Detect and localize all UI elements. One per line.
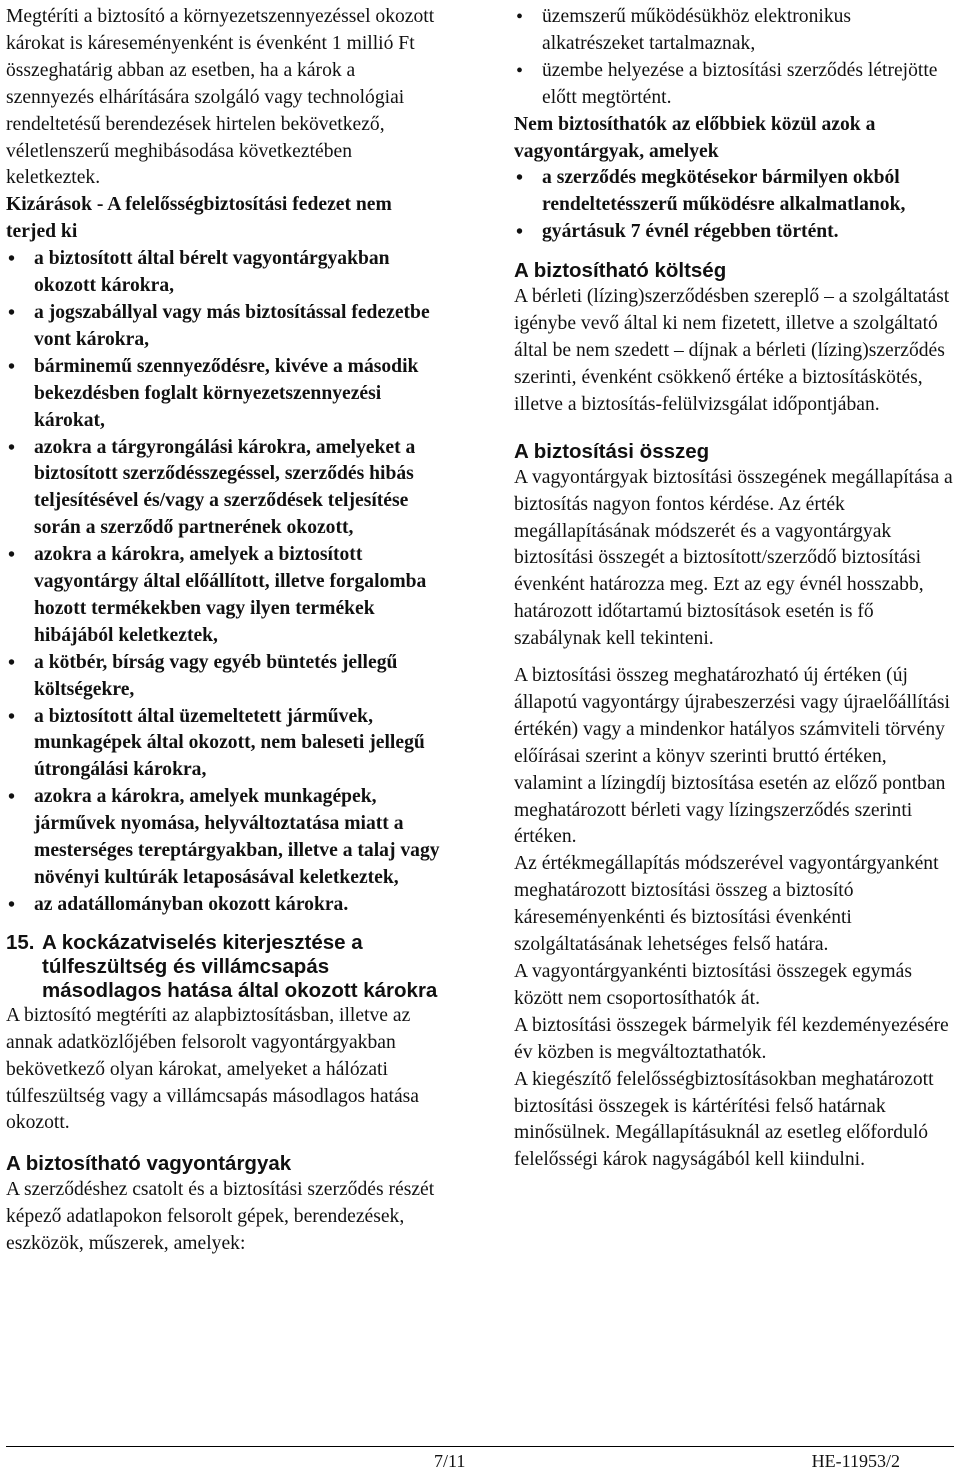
exclusions-heading: Kizárások - A felelősségbiztosítási fedezet nem terjed ki [6, 194, 392, 243]
sum-paragraph: Az értékmegállapítás módszerével vagyontárgyanként meghatározott biztosítási összeg a biztosító káreseményenkénti és biztosítási évenkénti szolgáltatásának lehetséges felső határa. [514, 853, 939, 956]
list-item: • a jogszabállyal vagy más biztosítással fedezetbe vont károkra, [6, 300, 444, 354]
list-item: • azokra a károkra, amelyek munkagépek, járművek nyomása, helyváltoztatása miatt a mesterséges tereptárgyakban, illetve a talaj vagy növényi kultúrák letaposásával keletkeztek, [6, 784, 444, 892]
list-item: • azokra a tárgyrongálási károkra, amelyeket a biztosított szerződésszegéssel, szerződés hibás teljesítésével és/vagy a szerződések teljesítése során a szerződő partnerének okozott, [6, 435, 444, 543]
section-15-heading [6, 931, 444, 1003]
sum-insured-heading: A biztosítási összeg [514, 439, 710, 463]
left-column [6, 4, 444, 1258]
list-item: • üzembe helyezése a biztosítási szerződés létrejötte előtt megtörtént. [514, 58, 954, 112]
list-item: • üzemszerű működésükhöz elektronikus alkatrészeket tartalmaznak, [514, 4, 954, 58]
not-insurable-list [514, 165, 954, 246]
insurable-assets-heading: A biztosítható vagyontárgyak [6, 1152, 292, 1176]
exclusions-list [6, 246, 444, 919]
document-id: HE-11953/2 [811, 1451, 900, 1471]
list-item: • azokra a károkra, amelyek a biztosított vagyontárgy által előállított, illetve forgalomba hozott termékekben vagy ilyen termékek hibájából keletkeztek, [6, 542, 444, 650]
sum-paragraph: A vagyontárgyak biztosítási összegének megállapítása a biztosítás nagyon fontos kérdése. Az érték megállapításának módszerét és a vagyontárgyak biztosítási összegét a biztosított/szerződő biztosítási évenként határozza meg. Ezt az egy évnél hosszabb, határozott időtartamú biztosítások esetén is fő szabálynak kell tekinteni. [514, 466, 953, 650]
list-item: • a biztosított által bérelt vagyontárgyakban okozott károkra, [6, 246, 444, 300]
page-number: 7/11 [434, 1451, 466, 1471]
liability-intro-paragraph: Megtéríti a biztosító a környezetszennyezéssel okozott károkat is káreseményenként is évenként 1 millió Ft összeghatárig abban az esetben, ha a károk a szennyezés elhárítására szolgáló vagy technológiai rendeltetésű berendezések hirtelen bekövetkező, véletlenszerű meghibásodása következtében keletkeztek. [6, 6, 435, 189]
insurable-assets-body: A szerződéshez csatolt és a biztosítási szerződés részét képező adatlapokon felsorolt gépek, berendezések, eszközök, műszerek, amelyek: [6, 1179, 435, 1255]
list-item: • a szerződés megkötésekor bármilyen okból rendeltetésszerű működésre alkalmatlanok, [514, 165, 954, 219]
right-column [514, 4, 954, 1174]
section-15-body: A biztosító megtéríti az alapbiztosításban, illetve az annak adatközlőjében felsorolt vagyontárgyakban bekövetkező olyan károkat, amelyeket a hálózati túlfeszültség vagy a villámcsapás másodlagos hatása okozott. [6, 1004, 419, 1134]
insurable-cost-body: A bérleti (lízing)szerződésben szereplő – a szolgáltatást igénybe vevő által ki nem fizetett, illetve a szolgáltató által be nem szedett – díjnak a bérleti (lízing)szerződés szerinti, évenként csökkenő értéke a biztosításkötés, illetve a biztosítás-felülvizsgálat időpontjában. [514, 286, 950, 415]
insurable-cost-heading: A biztosítható költség [514, 259, 727, 283]
list-item: • bárminemű szennyeződésre, kivéve a második bekezdésben foglalt környezetszennyezési károkat, [6, 354, 444, 435]
not-insurable-heading: Nem biztosíthatók az előbbiek közül azok a vagyontárgyak, amelyek [514, 113, 876, 162]
insurable-items-list [514, 4, 954, 112]
list-item: • a biztosított által üzemeltetett járművek, munkagépek által okozott, nem baleseti jellegű útrongálási károkra, [6, 704, 444, 785]
section-number: 15. [6, 930, 35, 954]
footer-divider [6, 1446, 954, 1447]
sum-paragraph: A kiegészítő felelősségbiztosításokban meghatározott biztosítási összegek is kártérítési felső határnak minősülnek. Megállapításuknál az esetleg előforduló felelősségi károk nagyságából kell kiindulni. [514, 1068, 934, 1171]
list-item: • a kötbér, bírság vagy egyéb büntetés jellegű költségekre, [6, 650, 444, 704]
section-title: A kockázatviselés kiterjesztése a túlfeszültség és villámcsapás másodlagos hatása által okozott károkra [42, 930, 438, 1002]
sum-paragraph: A vagyontárgyankénti biztosítási összegek egymás között nem csoportosíthatók át. [514, 961, 912, 1009]
list-item: • az adatállományban okozott károkra. [6, 892, 444, 919]
sum-paragraph: A biztosítási összeg meghatározható új értéken (új állapotú vagyontárgy újrabeszerzési vagy újraelőállítási értékén) vagy a mindenkor hatályos számviteli törvény előírásai szerint a könyv szerinti bruttó értéken, valamint a lízingdíj biztosítása esetén az előző pontban meghatározott bérleti vagy lízingszerződés szerinti értéken. [514, 665, 950, 848]
list-item: • gyártásuk 7 évnél régebben történt. [514, 219, 954, 246]
sum-paragraph: A biztosítási összegek bármelyik fél kezdeményezésére év közben is megváltoztathatók. [514, 1014, 949, 1063]
